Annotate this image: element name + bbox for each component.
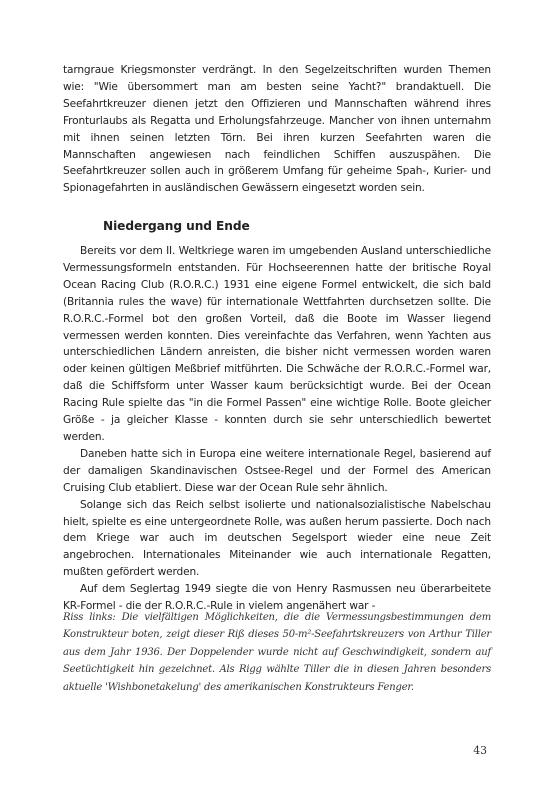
figure-caption: Riss links: Die vielfältigen Möglichkeiten, die die Vermessungsbestimmungen dem Konstrukteur boten, zeigt dieser Riß dieses 50-m²-Seefahrtskreuzers von Arthur Tiller aus dem Jahr 1936. Der Doppelender wurde nicht auf Geschwindigkeit, sondern auf Seetüchtigkeit hin gezeichnet. Als Rigg wählte Tiller die in diesen Jahren besonders aktuelle 'Wishbonetakelung' des amerikanischen Konstrukteurs Fenger. bbox=[63, 612, 491, 693]
top-text-block bbox=[63, 62, 491, 197]
top-paragraph: tarngraue Kriegsmonster verdrängt. In den Segelzeitschriften wurden Themen wie: "Wie übersommert man am besten seine Yacht?" brandaktuell. Die Seefahrtkreuzer dienen jetzt den Offizieren und Mannschaften während ihres Fronturlaubs als Regatta und Erholungsfahrzeuge. Mancher von ihnen unternahm mit ihnen seinen letzten Törn. Bei ihren kurzen Seefahrten waren die Mannschaften angewiesen nach feindlichen Schiffen auszuspähen. Die Seefahrtkreuzer sollen auch in größerem Umfang für geheime Spah-, Kurier- und Spionagefahrten in ausländischen Gewässern eingesetzt worden sein. bbox=[63, 64, 491, 195]
body-paragraph-4: Auf dem Seglertag 1949 siegte die von Henry Rasmussen neu überarbeitete KR-Formel - die der R.O.R.C.-Rule in vielem angenähert war - bbox=[63, 583, 491, 613]
body-text-block bbox=[63, 243, 491, 615]
body-paragraph-1: Bereits vor dem II. Weltkriege waren im umgebenden Ausland unterschiedliche Vermessungsformeln entstanden. Für Hochseerennen hatte der britische Royal Ocean Racing Club (R.O.R.C.) 1931 eine eigene Formel entwickelt, die sich bald (Britannia rules the wave) für internationale Wettfahrten durchsetzen sollte. Die R.O.R.C.-Formel bot den großen Vorteil, daß die Boote im Wasser liegend vermessen werden konnten. Dies vereinfachte das Verfahren, wenn Yachten aus unterschiedlichen Ländern anreisten, die bisher nicht vermessen worden waren oder keinen gültigen Meßbrief mitführten. Die Schwäche der R.O.R.C.-Formel war, daß die Schiffsform unter Wasser kaum berücksichtigt wurde. Bei der Ocean Racing Rule spielte das "in die Formel Passen" eine wichtige Rolle. Boote gleicher Größe - ja gleicher Klasse - konnten durch sie sehr unterschiedlich bewertet werden. bbox=[63, 245, 491, 443]
section-heading: Niedergang und Ende bbox=[103, 219, 250, 233]
page-number: 43 bbox=[473, 744, 487, 757]
body-paragraph-2: Daneben hatte sich in Europa eine weitere internationale Regel, basierend auf der damaligen Skandinavischen Ostsee-Regel und der Formel des American Cruising Club etabliert. Diese war der Ocean Rule sehr ähnlich. bbox=[63, 447, 491, 494]
body-paragraph-3: Solange sich das Reich selbst isolierte und nationalsozialistische Nabelschau hielt, spielte es eine untergeordnete Rolle, was außen herum passierte. Doch nach dem Kriege war auch im deutschen Segelsport wieder eine neue Zeit angebrochen. Internationales Miteinander wie auch internationale Regatten, mußten gefördert werden. bbox=[63, 498, 491, 579]
